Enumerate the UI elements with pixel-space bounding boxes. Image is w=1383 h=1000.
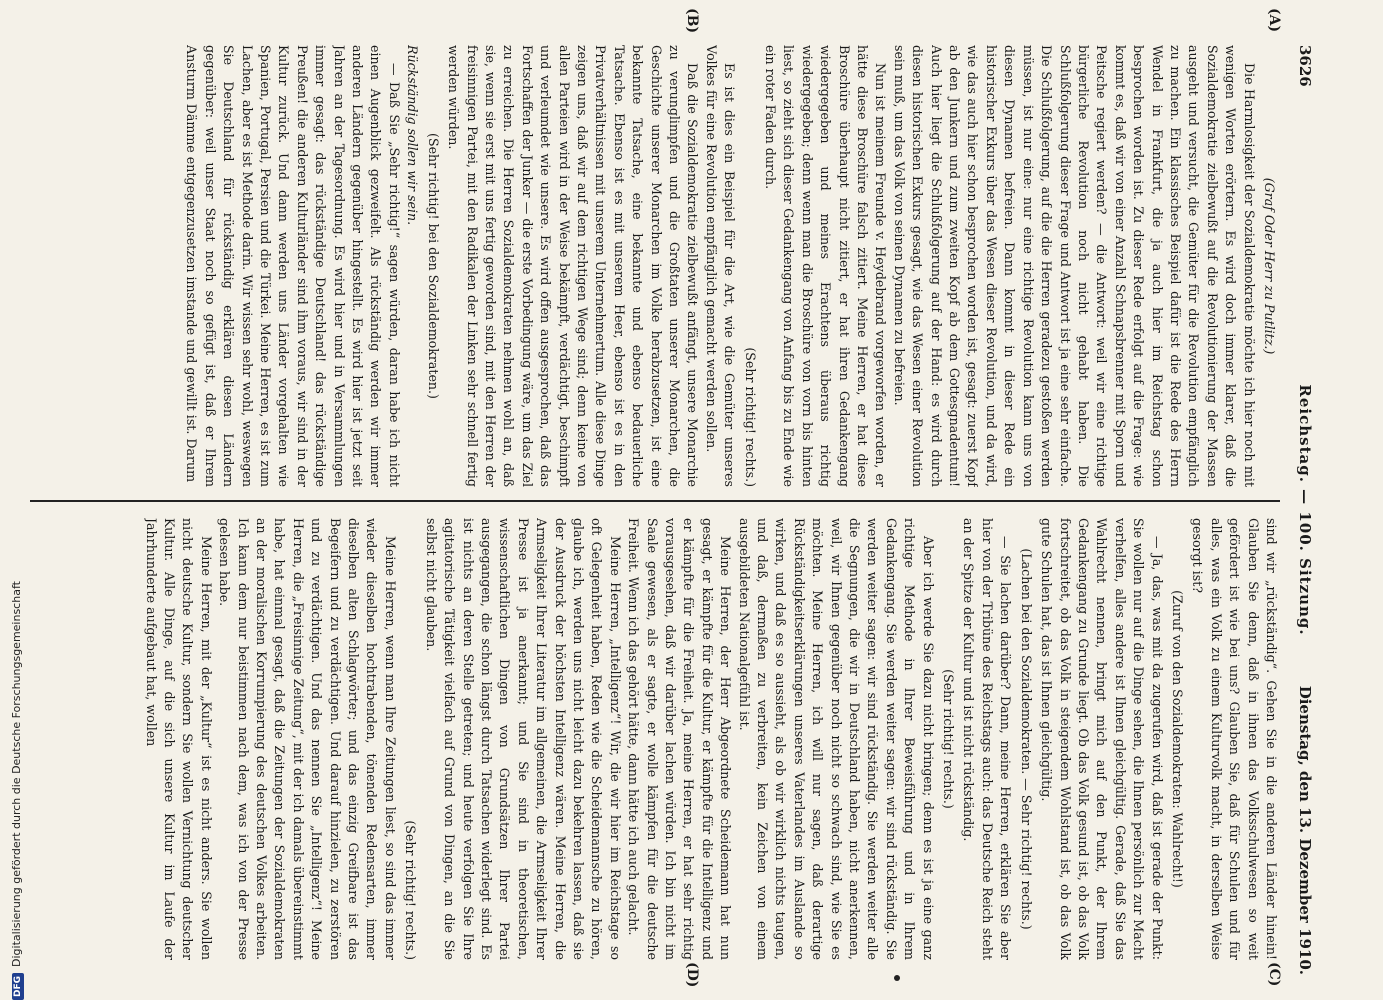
page-header [1290,45,1320,975]
paragraph: Nun ist meinem Freunde v. Heydebrand vorgeworfen worden, er hätte diese Broschüre falsch zitiert. Meine Herren, er hat diese Broschüre überhaupt nicht zitiert, er hat ihren Gedankengang wiedergegeben und meines Erachtens überaus richtig wiedergegeben; denn wenn man die Broschüre von vorn bis hinten liest, so zieht sich dieser Gedankengang von Anfang bis zu Ende wie ein roter Faden durch. [763,45,889,487]
paragraph: — Ja, das, was mit da zugerufen wird, daß ist gerade der Punkt: Sie wollen nur auf die Dinge sehen, die Ihnen persönlich zur Macht verhelfen, alles andere ist Ihnen gleichgültig. Gerade, daß Sie das Wahlrecht nennen, bringt mich auf den Punkt, der Ihrem Gedankengang zu Grunde liegt. Ob das Volk gesund ist, ob das Volk fortschreitet, ob das Volk in steigendem Wohlstand ist, ob das Volk gute Schulen hat, das ist Ihnen gleichgültig. [1039,518,1165,960]
interjection: (Sehr richtig! rechts.) [403,820,419,960]
margin-mark-c: (C) [1266,962,1282,987]
paragraph: Meine Herren, „Intelligenz“! Wir, die wir hier im Reichstage so oft Gelegenheit haben, Reden wie die Scheidemannsche zu hören, glaube ich, werden uns nicht leicht dazu bekehren lassen, daß sie der Ausdruck der höchsten Intelligenz wären. Meine Herren, die Armseligkeit Ihrer Literatur im allgemeinen, die Armseligkeit Ihrer Presse ist ja anerkannt; und Sie sind in theoretischen, wissenschaftlichen Dingen von Grundsätzen Ihrer Partei ausgegangen, die schon längst durch Tatsachen widerlegt sind. Es ist nichts an deren Stelle getreten; und heute verfolgen Sie Ihre agitatorische Tätigkeit vielfach auf Grund von Dingen, an die Sie selbst nicht glauben. [423,518,623,960]
interjection: (Sehr richtig! bei den Sozialdemokraten.) [425,133,441,399]
paragraph: Meine Herren, wenn man Ihre Zeitungen liest, so sind das immer wieder dieselben hochtrabenden, tönenden Redensarten, immer dieselben alten Schlagwörter; und das einzig Greifbare ist das Begeifern und zu verdächtigen. Und darauf hinzielen, zu zerstören und zu verdächtigen. Und das nennen Sie „Intelligenz“! Meine Herren, die „Freisinnige Zeitung“, mit der ich damals übereinstimmt habe, hat einmal gesagt, daß die Zeitungen der Sozialdemokraten an der moralischen Korrumpierung des deutschen Volkes arbeiten. Ich kann dem nur beistimmen nach dem, was ich von der Presse gelesen habe. [217,518,398,960]
margin-mark-d: (D) [684,962,700,988]
paragraph: Rückständig sollen wir sein. [405,45,421,226]
footer-text: Digitalisierung gefördert durch die Deutsche Forschungsgemeinschaft [10,581,23,967]
paragraph: Daß die Sozialdemokratie zielbewußt anfängt, unsere Monarchie zu verunglimpfen und die Großtaten unserer Monarchen, die Geschichte unserer Monarchen im Volke herabzusetzen, ist eine bekannte Tatsache, eine bekannte und ebenso bedauerliche Tatsache. Ebenso ist es mit unserem Heer, ebenso ist es in den Privatverhältnissen mit unserem Unternehmertum. Alle diese Dinge zeigen uns, daß wir auf dem richtigen Wege sind; denn keine von allen Parteien wird in der Weise bekämpft, verdächtigt, beschimpft und verleumdet wie unsere. Es wird offen ausgesprochen, daß das Fortschaffen der Junker — die erste Vorbedingung wäre, um das Ziel zu erreichen. Die Herren Sozialdemokraten nehmen wohl an, daß sie, wenn sie erst mit uns fertig geworden sind, mit den Herren der freisinnigen Partei, mit den Radikalen der Linken sehr schnell fertig werden würden. [446,45,701,487]
paragraph: — Daß Sie „Sehr richtig!“ sagen würden, daran habe ich nicht einen Augenblick gezweifelt. Als rückständig werden wir immer anderen Ländern gegenüber hingestellt. Es wird hier ist jetzt seit Jahren an der Tagesordnung. Es wird hier und in Versammlungen immer gesagt: das rückständige Deutschland! das rückständige Preußen! die anderen Kulturländer sind ihm voraus, wir sind in der Kultur zurück. Und dann werden uns Länder vorgehalten wie Spanien, Portugal, Persien und die Türkei. Meine Herren, es ist zum Lachen, aber es ist Methode darin. Wir wissen sehr wohl, weswegen Sie Deutschland für rückständig erklären diesen Ländern gegenüber: weil unser Staat noch so gefügt ist, daß er Ihrem Ansturm Dämme entgegenzusetzen imstande und gewillt ist. Darum [184,45,402,487]
right-column [30,518,1280,960]
paragraph: Es ist dies ein Beispiel für die Art, wie die Gemüter unseres Volkes für eine Revolution empfänglich gemacht werden sollen. [703,45,738,487]
page-number: 3626 [1296,45,1314,87]
paragraph: Die Harmlosigkeit der Sozialdemokratie möchte ich hier noch mit wenigen Worten erörtern. Es wird doch immer klarer, daß die Sozialdemokratie zielbewußt auf die Revolutionierung der Massen ausgeht und versucht, die Gemüter für die Revolution empfänglich zu machen. Ein klassisches Beispiel dafür ist die Rede des Herrn Wendel in Frankfurt, die ja auch hier im Reichstag schon besprochen worden ist. Zu dieser Rede erfolgt auf die Frage: wie kommt es, daß wir von einer Anzahl Schnapsbrenner mit Sporn und Peitsche regiert werden? — die Antwort: weil wir eine richtige bürgerliche Revolution noch nicht gehabt haben. Die Schlußfolgerung dieser Frage und Antwort ist ja eine sehr einfache. Die Schlußfolgerung, auf die die Herren geradezu gestoßen werden müssen, ist nur eine: nur eine richtige Revolution kann uns von diesen Dynamen befreien. Dann kommt in dieser Rede ein historischer Exkurs über das Wesen dieser Revolution, und da wird, wie das auch hier schon besprochen worden ist, gesagt: zuerst Kopf ab den Junkern und zum zweiten Kopf ab dem Gottesgnadentum! Auch hier liegt die Schlußfolgerung auf der Hand: es wird durch diesen historischen Exkurs gesagt, wie das Wesen einer Revolution sein muß, um das Volk von seinen Dynamen zu befreien. [891,45,1257,487]
interjection: (Sehr richtig! rechts.) [941,669,957,809]
interjection: (Graf Oder Herr zu Putlitz.) [1262,177,1277,355]
paragraph: sind wir „rückständig“. Gehen Sie in die anderen Länder hinein! Glauben Sie denn, daß in ihnen das Volksschulwesen so weit gefördert ist wie bei uns? Glauben Sie, daß für Schulen und für alles, was ein Volk zu einem Kulturvolk macht, in derselben Weise gesorgt ist? [1190,518,1279,960]
interjection: (Zuruf von den Sozialdemokraten: Wahlrecht!) [1169,590,1185,888]
ink-dot [894,975,900,981]
digitization-footer [0,0,23,1000]
margin-mark-a: (A) [1266,8,1282,33]
page-title: Reichstag. — 100. Sitzung. [1296,384,1314,636]
interjection: (Lachen bei den Sozialdemokraten. — Sehr richtig! rechts.) [1018,548,1034,930]
dfg-logo: DFG [12,973,24,1000]
footer-strip [10,0,24,1000]
column-divider [30,500,1280,502]
margin-mark-b: (B) [684,8,700,34]
page-date: Dienstag, den 13. Dezember 1910. [1296,685,1314,975]
paragraph: — Sie lachen darüber? Dann, meine Herren, erklären Sie aber hier von der Tribüne des Reichstags auch: das Deutsche Reich steht an der Spitze der Kultur und ist nicht rückständig. [961,518,1014,960]
left-column [30,45,1280,487]
paragraph: Meine Herren, mit der „Kultur“ ist es nicht anders. Sie wollen nicht deutsche Kultur, sondern Sie wollen Vernichtung deutscher Kultur. Alle Dinge, auf die sich unsere Kultur im Laufe der Jahrhunderte aufgebaut hat, wollen [143,518,214,960]
paragraph: Meine Herren, der Herr Abgeordnete Scheidemann hat nun gesagt, er kämpfte für die Kultur, er kämpfte für die Intelligenz und er kämpfte für die Freiheit. Ja, meine Herren, er hat sehr richtig vorausgesehen, daß wir darüber lachen würden. Ich bin nicht im Saale gewesen, als er sagte, er wolle kämpfen für die deutsche Freiheit. Wenn ich das gehört hätte, dann hätte ich auch gelacht. [626,518,734,960]
interjection: (Sehr richtig! rechts.) [742,347,758,487]
paragraph: Aber ich werde Sie dazu nicht bringen; denn es ist ja eine ganz richtige Methode in Ihrer Beweisführung und in Ihrem Gedankengang. Sie werden weiter sagen: wir sind rückständig. Sie werden weiter sagen: wir sind rückständig. Sie werden weiter alle die Segnungen, die wir in Deutschland haben, nicht anerkennen, weil, wir Ihnen gegenüber noch nicht so schwach sind, wie Sie es möchten. Meine Herren, ich will nur sagen, daß derartige Rückständigkeitserklärungen unseres Vaterlandes im Auslande so wirken, und daß es so aussieht, als ob wir wirklich nichts taugen, und daß, dermaßen zu verbreiten, kein Zeichen von einem ausgebildeten Nationalgefühl ist. [736,518,936,960]
